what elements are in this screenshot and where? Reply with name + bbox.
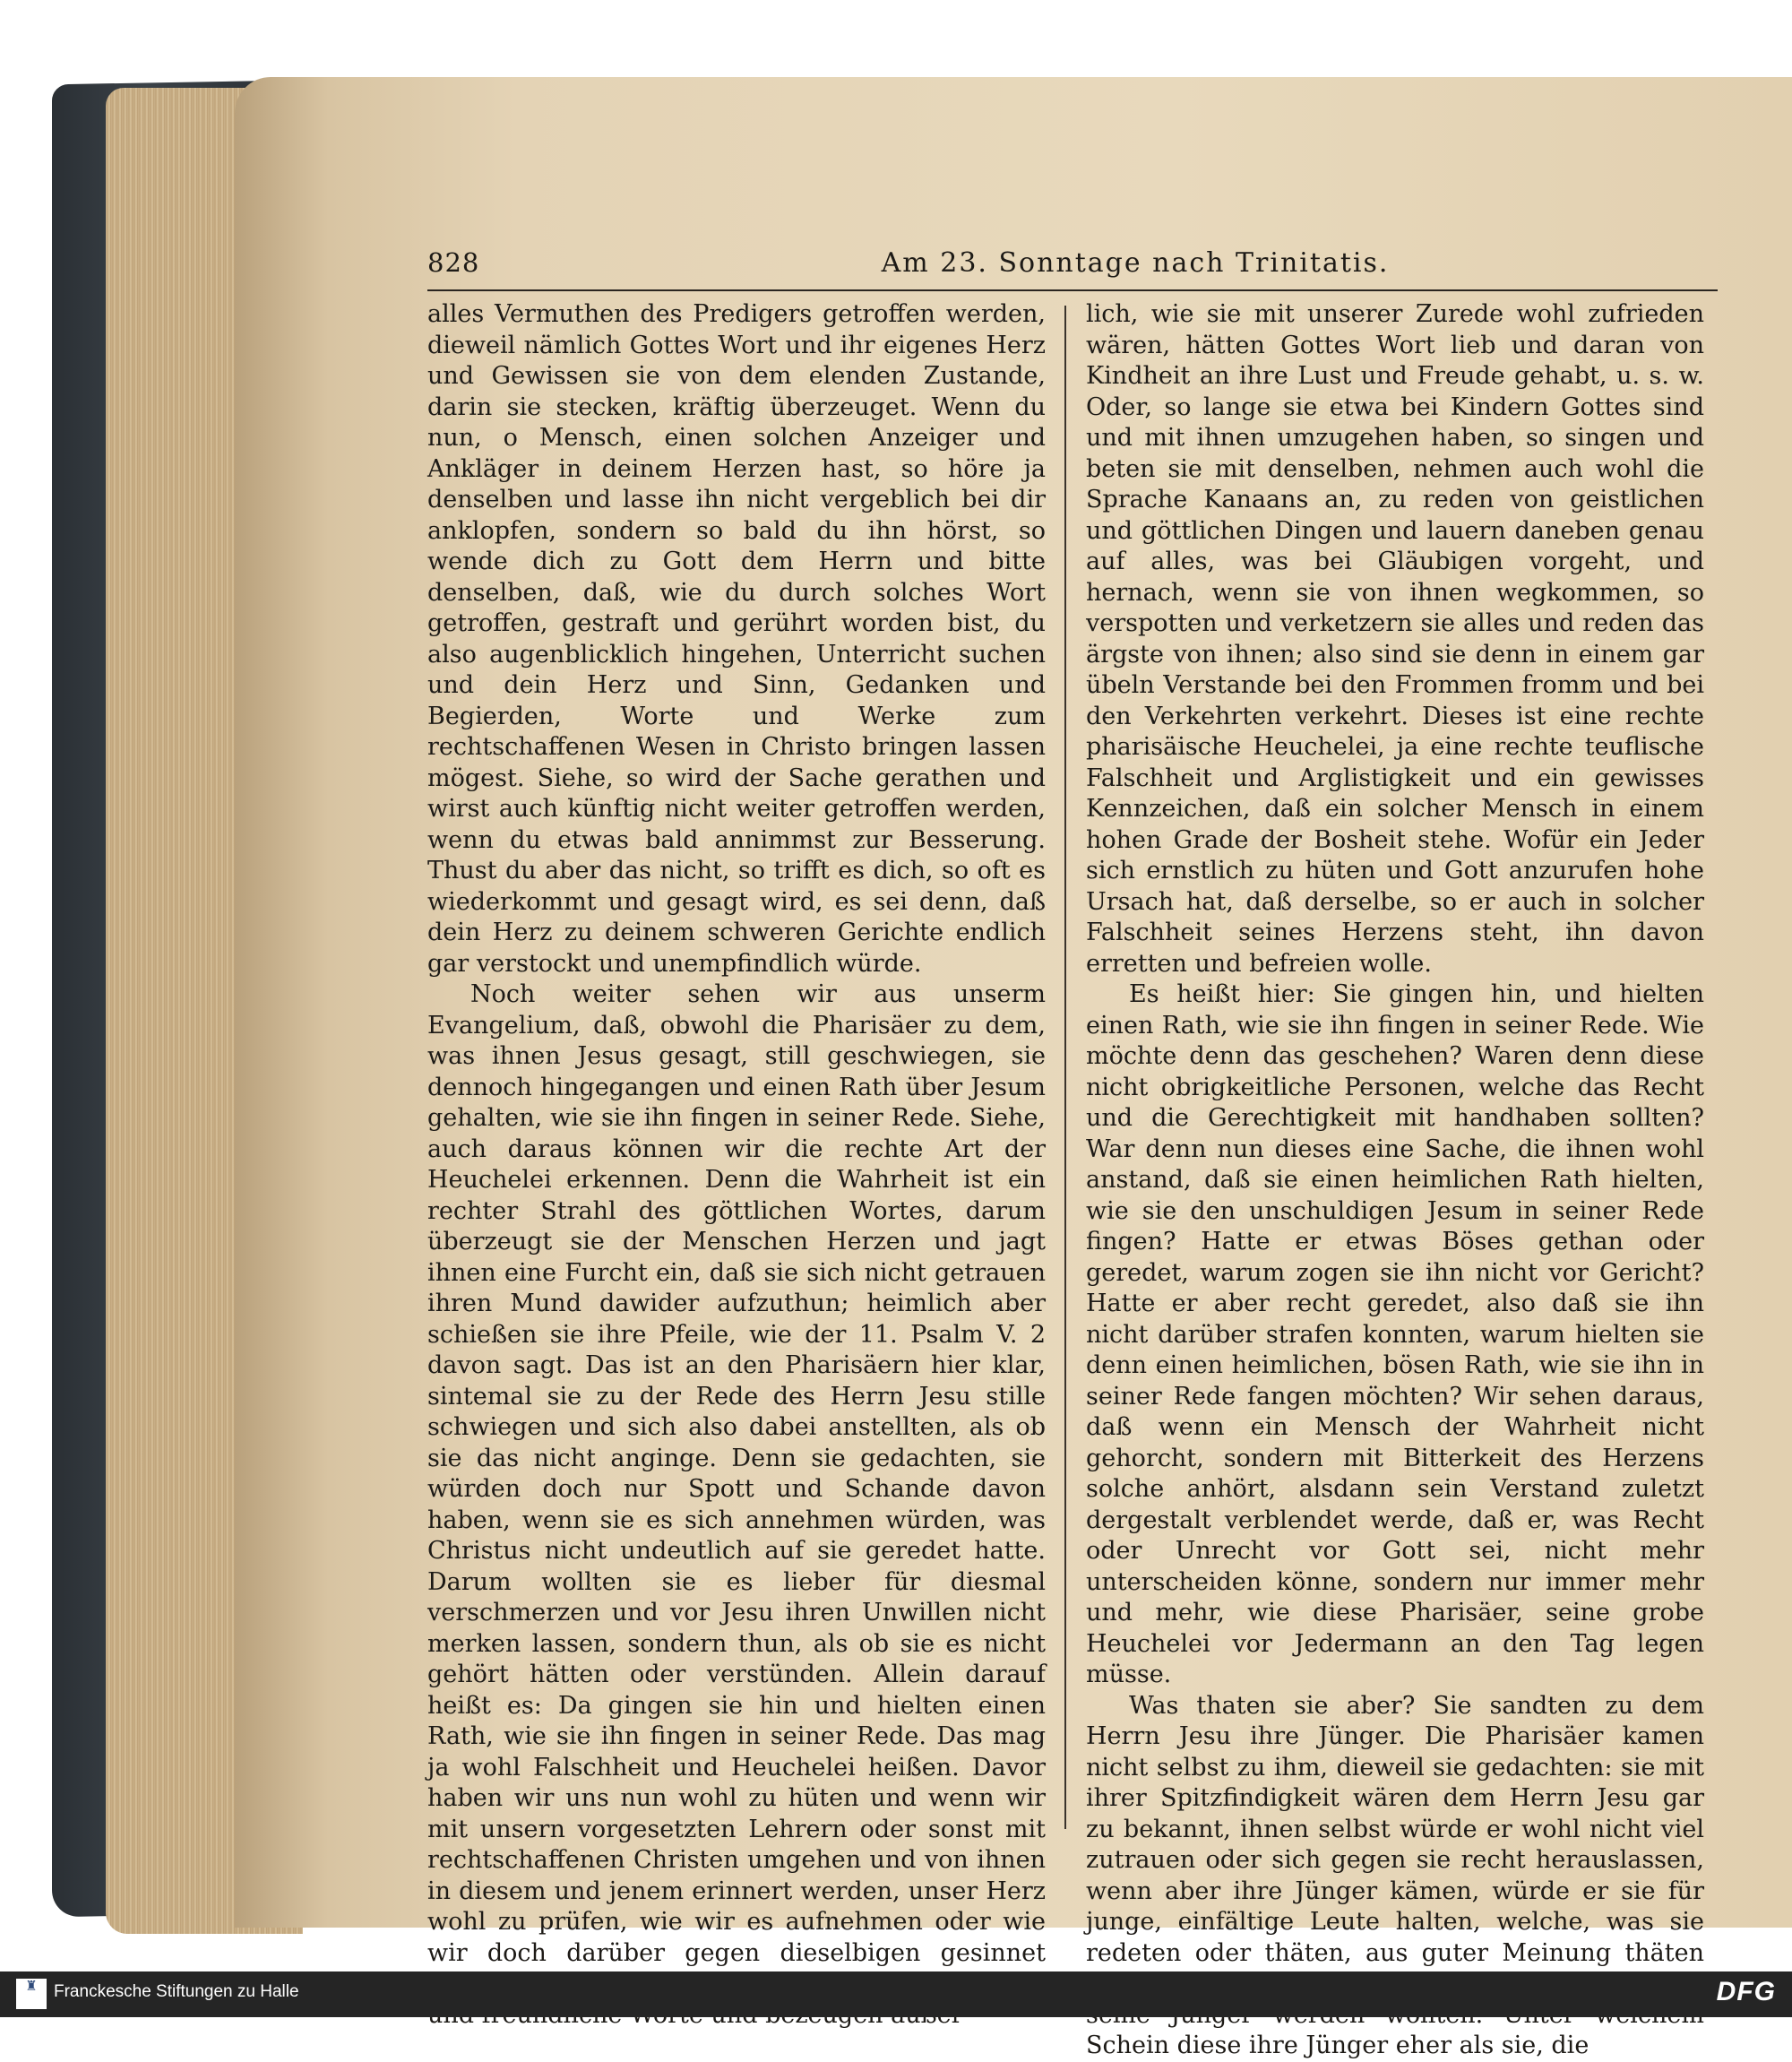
right-column	[1086, 299, 1704, 2062]
page-number: 828	[427, 247, 480, 278]
institution-logo	[16, 1979, 47, 2009]
running-head	[427, 247, 1718, 292]
paragraph: Noch weiter sehen wir aus unserm Evangelium, daß, obwohl die Pharisäer zu dem, was ihnen Jesus gesagt, still geschwiegen, sie dennoch hingegangen und einen Rath über Jesum gehalten, wie sie ihn fingen in seiner Rede. Siehe, auch daraus können wir die rechte Art der Heuchelei erkennen. Denn die Wahrheit ist ein rechter Strahl des göttlichen Wortes, darum überzeugt sie der Menschen Herzen und jagt ihnen eine Furcht ein, daß sie sich nicht getrauen ihren Mund dawider aufzuthun; heimlich aber schießen sie ihre Pfeile, wie der 11. Psalm V. 2 davon sagt. Das ist an den Pharisäern hier klar, sintemal sie zu der Rede des Herrn Jesu stille schwiegen und sich also dabei anstellten, als ob sie das nicht anginge. Denn sie gedachten, sie würden doch nur Spott und Schande davon haben, wenn sie es sich annehmen würden, was Christus nicht undeutlich auf sie geredet hatte. Darum wollten sie es lieber für diesmal verschmerzen und vor Jesu ihren Unwillen nicht merken lassen, sondern thun, als ob sie es nicht gehört hätten oder verstünden. Allein darauf heißt es: Da gingen sie hin und hielten einen Rath, wie sie ihn fingen in seiner Rede. Das mag ja wohl Falschheit und Heuchelei heißen. Davor haben wir uns nun wohl zu hüten und wenn wir mit unsern vorgesetzten Lehrern oder sonst mit rechtschaffenen Christen umgehen und von ihnen in diesem und jenem erinnert werden, unser Herz wohl zu prüfen, wie wir es aufnehmen oder wie wir doch darüber gegen dieselbigen gesinnet	[427, 980, 1046, 1967]
paragraph: Was thaten sie aber? Sie sandten zu dem Herrn Jesu ihre Jünger. Die Pharisäer kamen nicht selbst zu ihm, dieweil sie gedachten: sie mit ihrer Spitzfindigkeit wären dem Herrn Jesu gar zu bekannt, ihnen selbst würde er wohl nicht viel zutrauen oder sich gegen sie recht herauslassen, wenn aber ihre Jünger kämen, würde er sie für junge, einfältige Leute halten, welche, was sie redeten oder thäten, aus guter Meinung thäten Schein diese ihre Jünger eher als sie, die	[1086, 1691, 1704, 2059]
page-content	[427, 167, 1718, 2059]
paragraph: Es heißt hier: Sie gingen hin, und hielten einen Rath, wie sie ihn fingen in seiner Rede. Wie möchte denn das geschehen? Waren denn diese nicht obrigkeitliche Personen, welche das Recht und die Gerechtigkeit mit handhaben sollten? War denn nun dieses eine Sache, die ihnen wohl anstand, daß sie einen heimlichen Rath hielten, wie sie den unschuldigen Jesum in seiner Rede fingen? Hatte er etwas Böses gethan oder geredet, warum zogen sie ihn nicht vor Gericht? Hatte er aber recht geredet, also daß sie ihn nicht darüber strafen konnten, warum hielten sie denn einen heimlichen, bösen Rath, wie sie ihn in seiner Rede fangen möchten? Wir sehen daraus, daß wenn ein Mensch der Wahrheit nicht gehorcht, sondern mit Bitterkeit des Herzens solche anhört, alsdann sein Verstand zuletzt dergestalt verblendet werde, daß er, was Recht oder Unrecht vor Gott sei, nicht mehr unterscheiden könne, sondern nur immer mehr und mehr, wie diese Pharisäer, seine grobe Heuchelei vor Jedermann an den Tag legen müsse.	[1086, 980, 1704, 1688]
column-divider	[1064, 306, 1066, 1829]
viewer-footer	[0, 1971, 1792, 2017]
left-column	[427, 299, 1046, 2031]
paragraph: lich, wie sie mit unserer Zurede wohl zufrieden wären, hätten Gottes Wort lieb und daran von Kindheit an ihre Lust und Freude gehabt, u. s. w. Oder, so lange sie etwa bei Kindern Gottes sind und mit ihnen umzugehen haben, so singen und beten sie mit denselben, nehmen auch wohl die Sprache Kanaans an, zu reden von geistlichen und göttlichen Dingen und lauern daneben genau auf alles, was bei Gläubigen vorgeht, und hernach, wenn sie von ihnen wegkommen, so verspotten und verketzern sie alles und reden das ärgste von ihnen; also sind sie denn in einem gar übeln Verstande bei den Frommen fromm und bei den Verkehrten verkehrt. Dieses ist eine rechte pharisäische Heuchelei, ja eine rechte teuflische Falschheit und Arglistigkeit und ein gewisses Kennzeichen, daß ein solcher Mensch in einem hohen Grade der Bosheit stehe. Wofür ein Jeder sich ernstlich zu hüten und Gott anzurufen hohe Ursach hat, daß derselbe, so er auch in solcher Falschheit seines Herzens steht, ihn davon erretten und befreien wolle.	[1086, 300, 1704, 978]
dfg-logo: DFG	[1716, 1977, 1776, 2006]
logo-mark-icon: ♜	[25, 1978, 38, 1994]
institution-name: Franckesche Stiftungen zu Halle	[54, 1982, 299, 2001]
paragraph: alles Vermuthen des Predigers getroffen werden, dieweil nämlich Gottes Wort und ihr eigenes Herz und Gewissen sie von dem elenden Zustande, darin sie stecken, kräftig überzeuget. Wenn du nun, o Mensch, einen solchen Anzeiger und Ankläger in deinem Herzen hast, so höre ja denselben und lasse ihn nicht vergeblich bei dir anklopfen, sondern so bald du ihn hörst, so wende dich zu Gott dem Herrn und bitte denselben, daß, wie du durch solches Wort getroffen, gestraft und gerührt worden bist, du also augenblicklich hingehen, Unterricht suchen und dein Herz und Sinn, Gedanken und Begierden, Worte und Werke zum rechtschaffenen Wesen in Christo bringen lassen mögest. Siehe, so wird der Sache gerathen und wirst auch künftig nicht weiter getroffen werden, wenn du etwas bald annimmst zur Besserung. Thust du aber das nicht, so trifft es dich, so oft es wiederkommt und gesagt wird, es sei denn, daß dein Herz zu deinem schweren Gerichte endlich gar verstockt und unempfindlich würde.	[427, 300, 1046, 978]
header-rule	[427, 289, 1718, 291]
running-title: Am 23. Sonntage nach Trinitatis.	[881, 247, 1390, 279]
